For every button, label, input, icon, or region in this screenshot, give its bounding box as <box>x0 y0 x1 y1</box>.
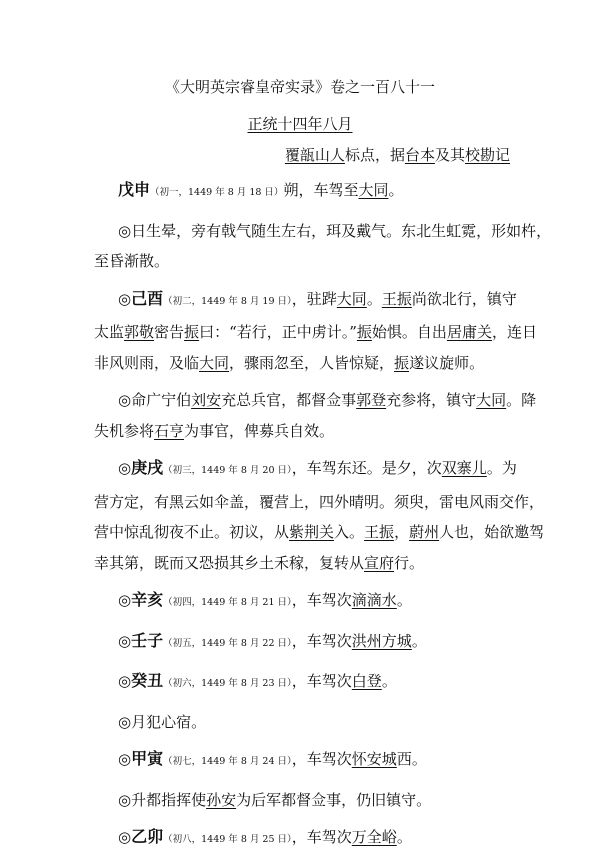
entry-text: 曰：“若行，正中虏计。” <box>199 323 357 341</box>
person-name: 郭登 <box>356 391 387 409</box>
place-name: 万全峪 <box>351 828 397 846</box>
person-name: 振 <box>184 323 200 341</box>
person-name: 王振 <box>364 523 395 541</box>
date-note: （初七，1449 年 8 月 24 日） <box>163 756 292 767</box>
entry-jiayin <box>118 744 516 778</box>
entry-text: 为后军都督佥事，仍旧镇守。 <box>236 790 432 809</box>
entry-moon <box>118 707 516 738</box>
day-label: 甲寅 <box>131 749 164 768</box>
entry-line: ◎月犯心宿。 <box>118 712 207 731</box>
person-name: 石亨 <box>154 421 185 440</box>
person-name: 振 <box>356 323 372 341</box>
entry-text: ，骤雨忽至，人皆惊疑， <box>229 353 395 372</box>
entry-text: ◎命广宁伯 <box>118 391 192 409</box>
place-name: 大同 <box>476 391 507 409</box>
entry-text: 密告 <box>154 323 185 341</box>
entry-text: 人也，始欲邀驾 <box>439 523 545 541</box>
credit-source: 台本 <box>404 146 435 164</box>
person-name: 郭敬 <box>124 323 155 341</box>
entry-mark: ◎ <box>118 750 132 768</box>
entry-text: ，车驾次 <box>291 631 352 650</box>
credit-text: 标点，据 <box>344 146 405 164</box>
entry-text: ， <box>394 523 410 541</box>
place-name: 大同 <box>199 353 230 372</box>
entry-text: 遂议旋师。 <box>409 353 485 372</box>
entry-text: 朔，车驾至 <box>283 181 359 199</box>
entry-text: 行。 <box>394 553 425 572</box>
date-note: （初一，1449 年 8 月 18 日） <box>150 187 284 198</box>
entry-text: 始惧。自出 <box>371 323 447 341</box>
editor-credit <box>285 144 510 166</box>
entry-text: 营中惊乱彻夜不止。初议，从 <box>94 523 290 541</box>
entry-text: ，连日 <box>491 323 537 341</box>
entry-text: 充参将，镇守 <box>386 391 477 409</box>
entry-jiyou <box>94 284 537 379</box>
entry-text: ，车驾次 <box>291 750 352 768</box>
entry-mark: ◎ <box>118 672 132 690</box>
day-label: 庚戌 <box>131 458 164 477</box>
place-name: 居庸关 <box>446 323 492 341</box>
entry-text: 。 <box>366 289 382 308</box>
entry-text: ，车驾次 <box>291 672 352 690</box>
entry-line: 至昏渐散。 <box>94 252 170 270</box>
entry-text: 。 <box>411 631 427 650</box>
entry-renzi <box>118 626 516 660</box>
date-note: （初三，1449 年 8 月 20 日） <box>163 465 292 476</box>
place-name: 怀安城 <box>351 750 397 768</box>
entry-text: ，驻跸 <box>291 289 337 308</box>
entry-text: 。降 <box>506 391 537 409</box>
entry-text: 太监 <box>94 323 125 341</box>
day-label: 己酉 <box>131 288 164 308</box>
entry-gengxu <box>94 453 545 578</box>
entry-mark: ◎ <box>118 459 132 477</box>
entry-text: ◎升都指挥使 <box>118 790 207 809</box>
entry-mark: ◎ <box>118 289 132 308</box>
person-name: 振 <box>394 353 410 372</box>
entry-yimao <box>118 822 516 856</box>
entry-text: 失机参将 <box>94 421 155 440</box>
document-title: 《大明英宗睿皇帝实录》卷之一百八十一 <box>164 78 435 96</box>
entry-text: 幸其第，既而又恐损其乡土禾稼，复转从 <box>94 553 365 572</box>
entry-text: 非风则雨，及临 <box>94 353 200 372</box>
entry-text: 为事官，俾募兵自效。 <box>184 421 335 440</box>
subtitle-text: 正统十四年八月 <box>247 115 353 133</box>
entry-promotion <box>118 785 516 816</box>
entry-text: 。 <box>396 828 412 846</box>
document-subtitle <box>0 113 600 135</box>
credit-notes: 校勘记 <box>464 146 510 164</box>
place-name: 洪州方城 <box>351 631 412 650</box>
entry-guichou <box>118 666 516 700</box>
entry-text: 尚欲北行，镇守 <box>411 289 517 308</box>
entry-mark: ◎ <box>118 828 132 846</box>
credit-text-2: 及其 <box>434 146 465 164</box>
person-name: 王振 <box>381 289 412 308</box>
entry-text: 充总兵官，都督佥事 <box>221 391 357 409</box>
day-label: 乙卯 <box>131 827 164 846</box>
credit-name: 覆瓿山人 <box>284 146 345 164</box>
day-label: 辛亥 <box>131 590 164 609</box>
person-name: 孙安 <box>206 790 237 809</box>
entry-text: ，车驾次 <box>291 828 352 846</box>
entry-line: ◎日生晕，旁有戟气随生左右，珥及戴气。东北生虹霓，形如杵， <box>118 221 552 240</box>
place-name: 紫荆关 <box>289 523 335 541</box>
entry-xinhai <box>118 585 516 619</box>
entry-text: ，车驾东还。是夕，次 <box>291 459 442 477</box>
person-name: 刘安 <box>191 391 222 409</box>
place-name: 大同 <box>336 289 367 308</box>
place-name: 蔚州 <box>409 523 440 541</box>
place-name: 大同 <box>358 181 389 199</box>
entry-text: 。为 <box>486 459 517 477</box>
date-note: （初六，1449 年 8 月 23 日） <box>163 678 292 689</box>
entry-text: ，车驾次 <box>291 591 352 609</box>
place-name: 宣府 <box>364 553 395 572</box>
entry-text: 。 <box>381 672 397 690</box>
entry-text: 。 <box>388 181 404 199</box>
entry-list <box>94 175 552 863</box>
entry-mark: ◎ <box>118 591 132 609</box>
entry-mark: ◎ <box>118 631 132 650</box>
entry-wushen <box>118 175 516 209</box>
place-name: 滴滴水 <box>351 591 397 609</box>
date-note: （初五，1449 年 8 月 22 日） <box>163 637 292 649</box>
place-name: 白登 <box>351 672 382 690</box>
place-name: 双寨儿 <box>441 459 487 477</box>
day-label: 戊申 <box>118 180 151 199</box>
entry-text: 。 <box>396 591 412 609</box>
day-label: 壬子 <box>131 630 164 650</box>
date-note: （初四，1449 年 8 月 21 日） <box>163 597 292 608</box>
day-label: 癸丑 <box>131 671 164 690</box>
date-note: （初八，1449 年 8 月 25 日） <box>163 834 292 845</box>
entry-appointment <box>94 385 537 446</box>
date-note: （初二，1449 年 8 月 19 日） <box>163 295 292 307</box>
entry-line: 营方定，有黑云如伞盖，覆营上，四外晴明。须臾，雷电风雨交作， <box>94 492 545 511</box>
entry-text: 西。 <box>396 750 427 768</box>
entry-halo <box>94 216 552 277</box>
entry-text: 入。 <box>334 523 365 541</box>
